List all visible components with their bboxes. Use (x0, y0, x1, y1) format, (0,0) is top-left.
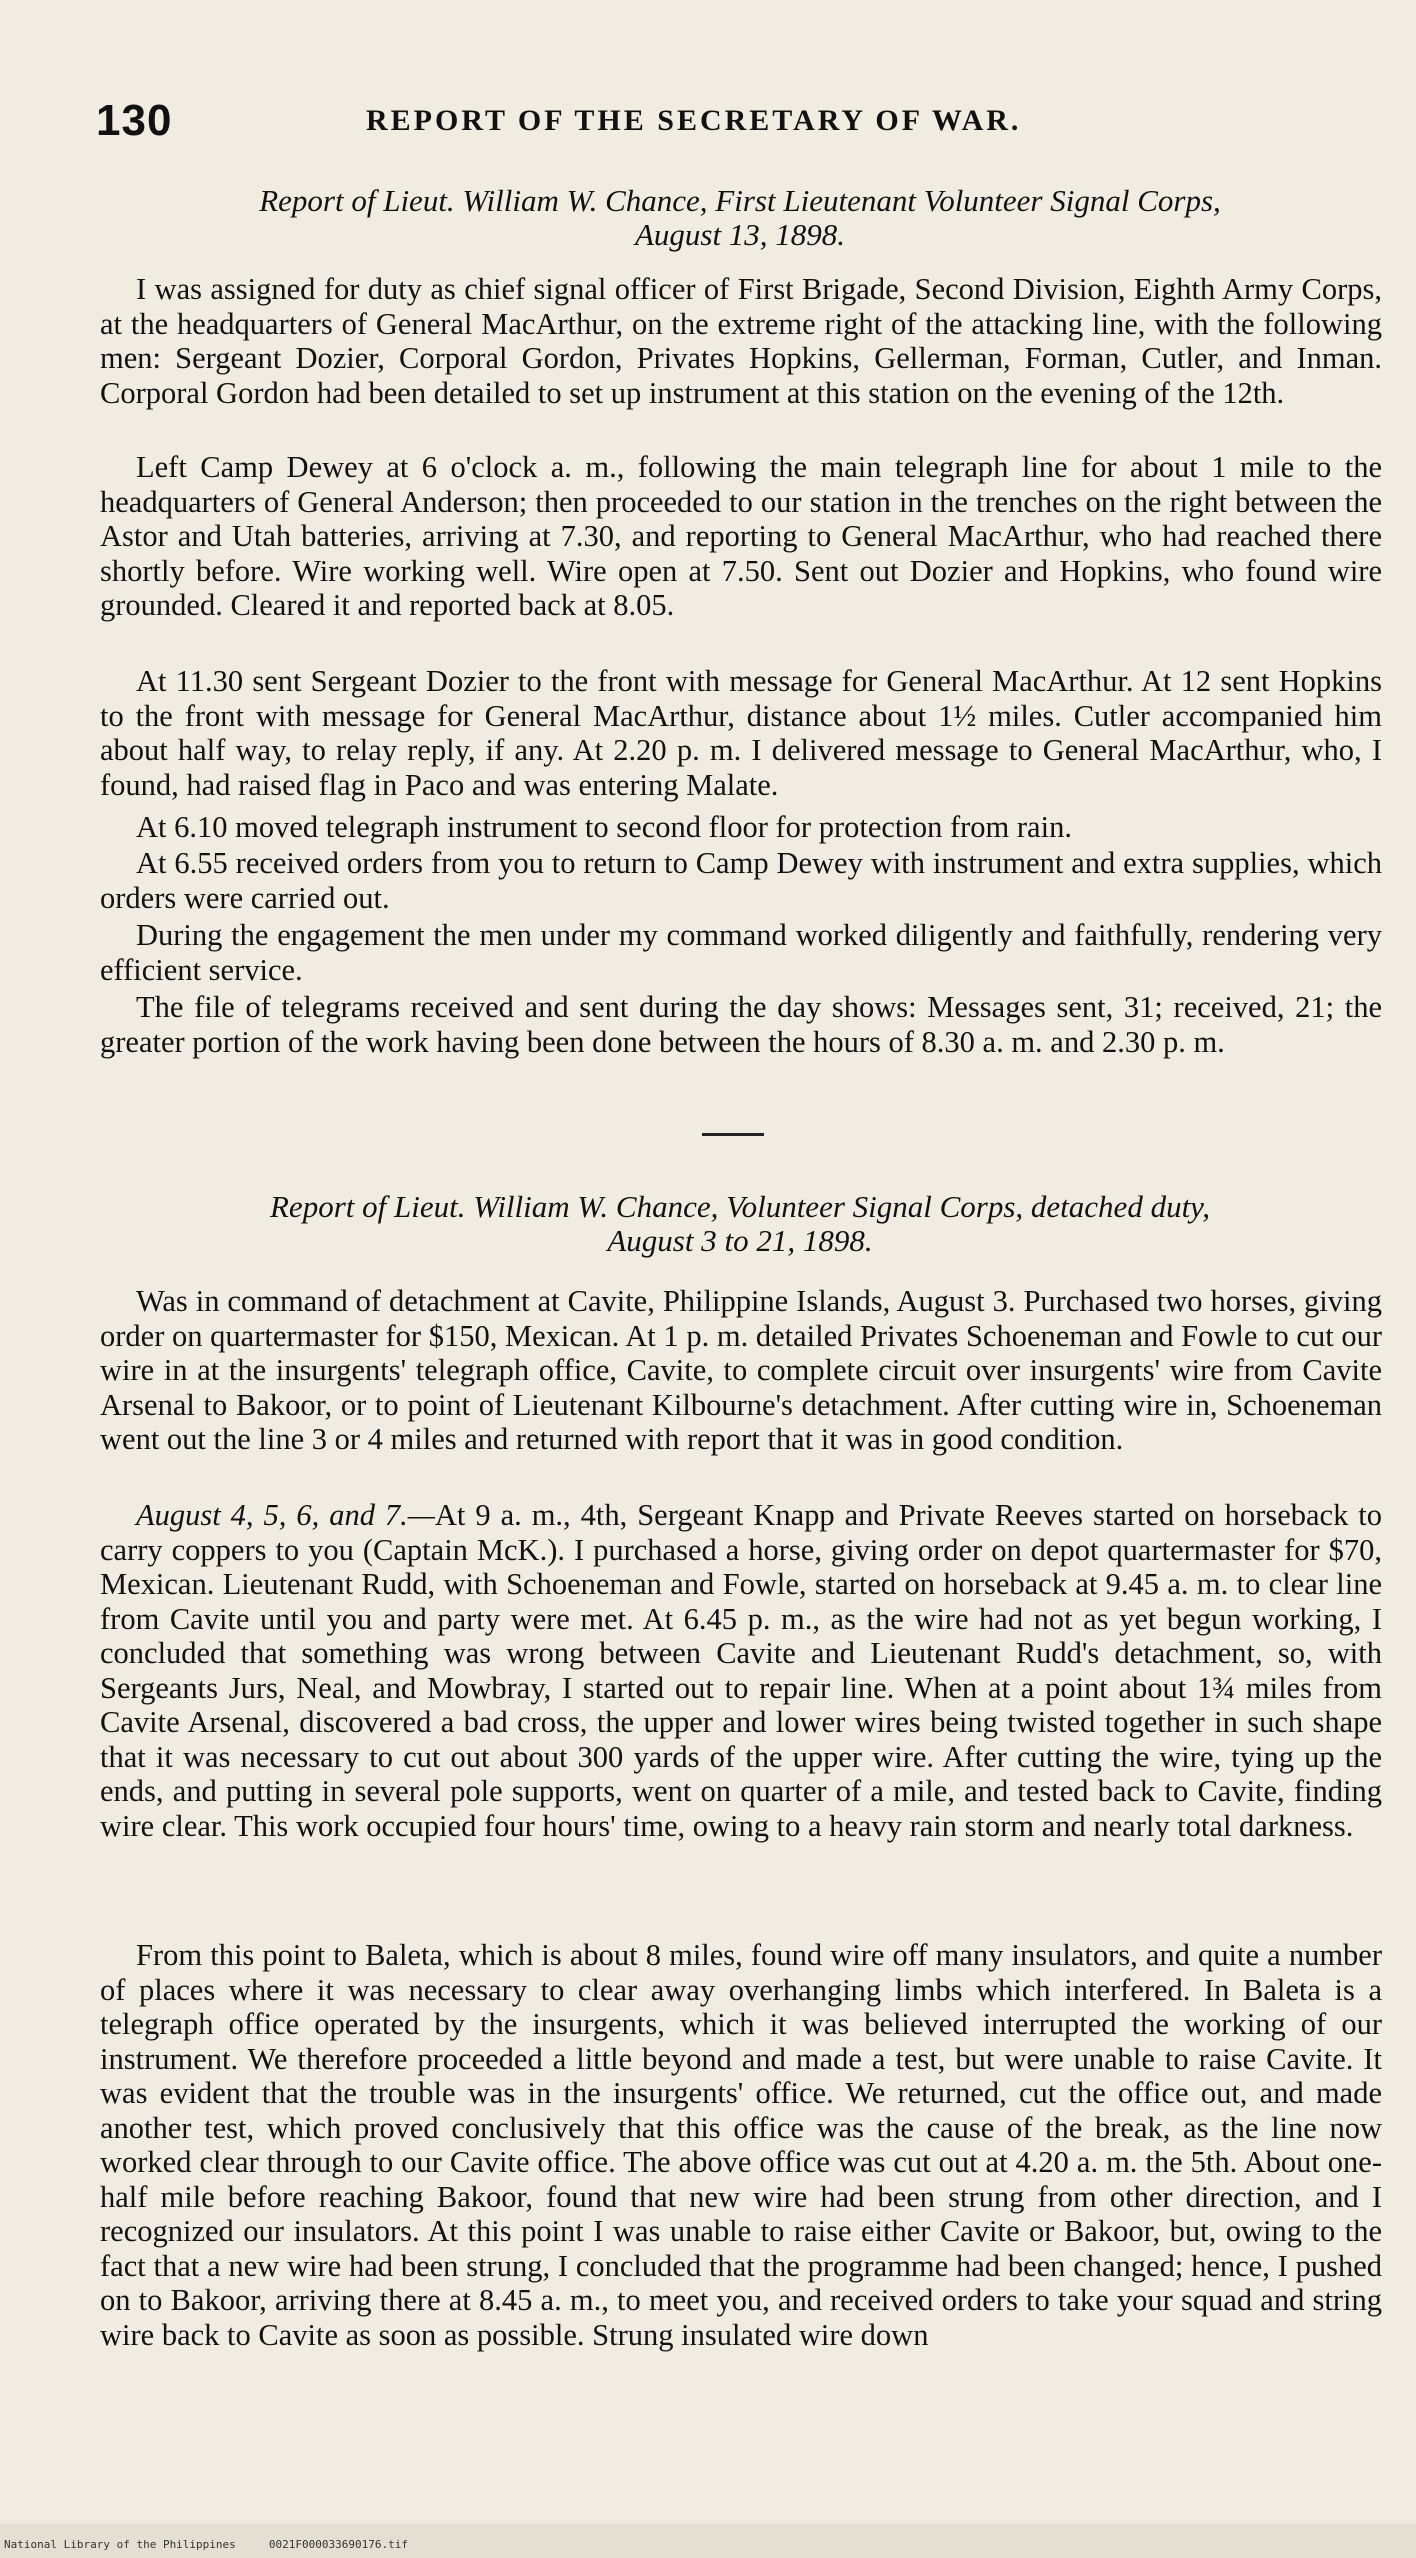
report1-paragraph-4: At 6.10 moved telegraph instrument to second floor for protection from rain. (136, 810, 1072, 844)
report2-paragraph-2 (100, 1498, 1382, 1843)
report1-title (100, 184, 1380, 252)
report2-paragraph-2-date-lead: August 4, 5, 6, and 7.— (136, 1498, 435, 1532)
scan-footer (0, 2524, 1416, 2558)
report2-paragraph-1: Was in command of detachment at Cavite, Philippine Islands, August 3. Purchased two horses, giving order on quartermaster for $150, Mexican. At 1 p. m. detailed Privates Schoeneman and Fowle to cut our wire in at the insurgents' telegraph office, Cavite, to complete circuit over insurgents' wire from Cavite Arsenal to Bakoor, or to point of Lieutenant Kilbourne's detachment. After cutting wire in, Schoeneman went out the line 3 or 4 miles and returned with report that it was in good condition. (100, 1284, 1382, 1456)
report2-paragraph-3: From this point to Baleta, which is about 8 miles, found wire off many insulators, and quite a number of places where it was necessary to clear away overhanging limbs which interfered. In Baleta is a telegraph office operated by the insurgents, which it was believed interrupted the working of our instrument. We therefore proceeded a little beyond and made a test, but were unable to raise Cavite. It was evident that the trouble was in the insurgents' office. We returned, cut the office out, and made another test, which proved conclusively that this office was the cause of the break, as the line now worked clear through to our Cavite office. The above office was cut out at 4.20 a. m. the 5th. About one-half mile before reaching Bakoor, found that new wire had been strung from other direction, and I recognized our insulators. At this point I was unable to raise either Cavite or Bakoor, but, owing to the fact that a new wire had been strung, I concluded that the programme had been changed; hence, I pushed on to Bakoor, arriving there at 8.45 a. m., to meet you, and received orders to take your squad and string wire back to Cavite as soon as possible. Strung insulated wire down (100, 1938, 1382, 2352)
scan-label: National Library of the Philippines 0021F000033690176.tif (4, 2538, 408, 2551)
report1-paragraph-6: During the engagement the men under my command worked diligently and faithfully, rendering very efficient service. (100, 918, 1382, 987)
page-header (96, 96, 1376, 156)
report2-title-line1: Report of Lieut. William W. Chance, Volunteer Signal Corps, detached duty, (270, 1189, 1210, 1224)
running-head: REPORT OF THE SECRETARY OF WAR. (366, 104, 1022, 137)
report1-title-date: August 13, 1898. (634, 217, 846, 252)
page-number: 130 (96, 96, 173, 145)
report1-title-line1: Report of Lieut. William W. Chance, First Lieutenant Volunteer Signal Corps, (259, 183, 1221, 218)
report1-paragraph-7: The file of telegrams received and sent during the day shows: Messages sent, 31; received, 21; the greater portion of the work having been done between the hours of 8.30 a. m. and 2.30 p. m. (100, 990, 1382, 1059)
report2-title-date: August 3 to 21, 1898. (607, 1223, 873, 1258)
report1-paragraph-3: At 11.30 sent Sergeant Dozier to the front with message for General MacArthur. At 12 sent Hopkins to the front with message for General MacArthur, distance about 1½ miles. Cutler accompanied him about half way, to relay reply, if any. At 2.20 p. m. I delivered message to General MacArthur, who, I found, had raised flag in Paco and was entering Malate. (100, 664, 1382, 802)
report2-paragraph-2-body: At 9 a. m., 4th, Sergeant Knapp and Private Reeves started on horseback to carry coppers to you (Captain McK.). I purchased a horse, giving order on depot quartermaster for $70, Mexican. Lieutenant Rudd, with Schoeneman and Fowle, started on horseback at 9.45 a. m. to clear line from Cavite until you and party were met. At 6.45 p. m., as the wire had not as yet begun working, I concluded that something was wrong between Cavite and Lieutenant Rudd's detachment, so, with Sergeants Jurs, Neal, and Mowbray, I started out to repair line. When at a point about 1¾ miles from Cavite Arsenal, discovered a bad cross, the upper and lower wires being twisted together in such shape that it was necessary to cut out about 300 yards of the upper wire. After cutting the wire, tying up the ends, and putting in several pole supports, went on quarter of a mile, and tested back to Cavite, finding wire clear. This work occupied four hours' time, owing to a heavy rain storm and nearly total darkness. (100, 1498, 1383, 1843)
report1-paragraph-1: I was assigned for duty as chief signal officer of First Brigade, Second Division, Eighth Army Corps, at the headquarters of General MacArthur, on the extreme right of the attacking line, with the following men: Sergeant Dozier, Corporal Gordon, Privates Hopkins, Gellerman, Forman, Cutler, and Inman. Corporal Gordon had been detailed to set up instrument at this station on the evening of the 12th. (100, 272, 1382, 410)
report2-title (100, 1190, 1380, 1258)
section-divider (702, 1133, 764, 1136)
report1-paragraph-5: At 6.55 received orders from you to return to Camp Dewey with instrument and extra supplies, which orders were carried out. (100, 846, 1382, 915)
report1-paragraph-2: Left Camp Dewey at 6 o'clock a. m., following the main telegraph line for about 1 mile to the headquarters of General Anderson; then proceeded to our station in the trenches on the right between the Astor and Utah batteries, arriving at 7.30, and reporting to General MacArthur, who had reached there shortly before. Wire working well. Wire open at 7.50. Sent out Dozier and Hopkins, who found wire grounded. Cleared it and reported back at 8.05. (100, 450, 1382, 622)
